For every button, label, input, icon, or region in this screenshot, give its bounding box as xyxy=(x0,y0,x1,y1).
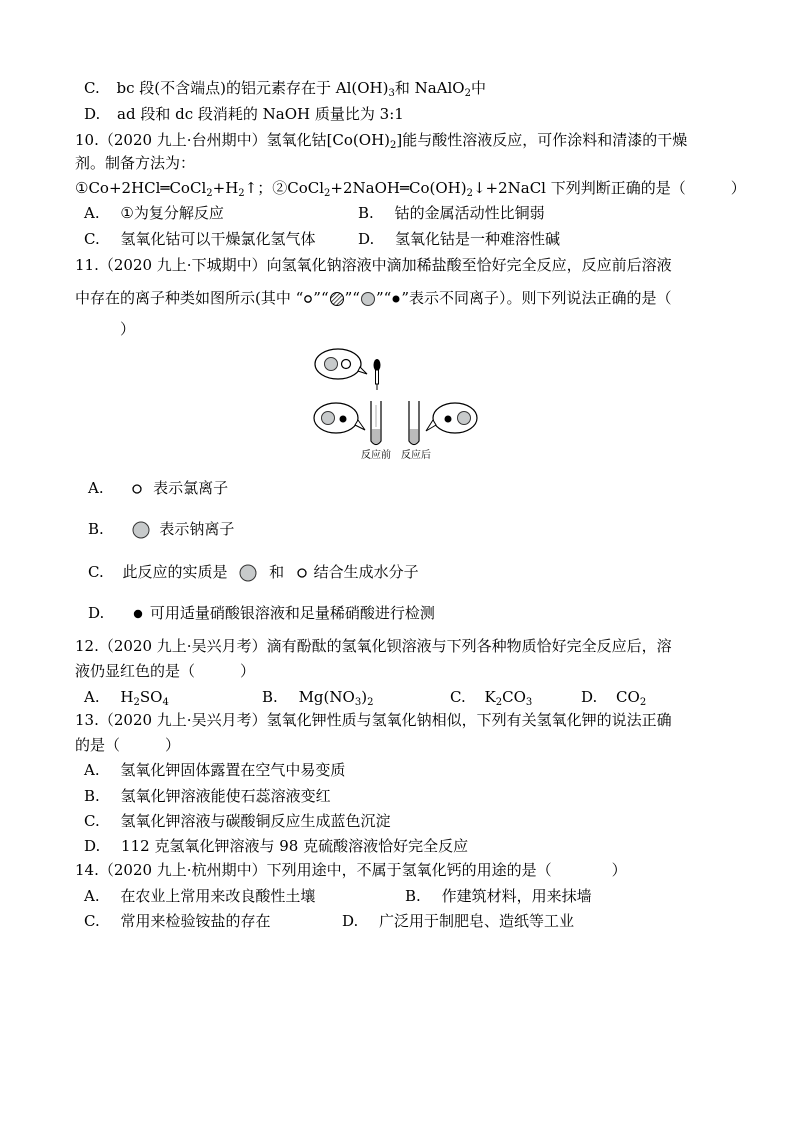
option-text: 广泛用于制肥皂、造纸等工业 xyxy=(379,912,575,930)
option-formula: CO xyxy=(616,688,640,706)
small-open-ion-icon xyxy=(130,482,144,496)
option-text: 可用适量硝酸银溶液和足量稀硝酸进行检测 xyxy=(149,604,435,622)
subscript: 2 xyxy=(367,697,374,708)
q11-option-a xyxy=(88,477,228,499)
q14-stem-line1: 14.（2020 九上·杭州期中）下列用途中，不属于氢氧化钙的用途的是（ ） xyxy=(75,861,627,879)
option-text: bc 段(不含端点)的铝元素存在于 Al(OH) xyxy=(116,79,389,97)
option-formula: K xyxy=(484,688,496,706)
option-text-and: 和 xyxy=(269,563,285,581)
option-letter: D. xyxy=(342,912,359,930)
option-text: 作建筑材料，用来抹墙 xyxy=(441,887,592,905)
subscript: 2 xyxy=(466,188,473,199)
option-letter: C. xyxy=(450,688,466,706)
option-formula-cont: ) xyxy=(361,688,368,706)
option-letter: B. xyxy=(84,787,100,805)
hatched-ion-icon xyxy=(329,291,345,307)
subscript: 2 xyxy=(639,697,647,708)
subscript: 2 xyxy=(206,188,213,199)
gray-ion-icon xyxy=(238,563,258,583)
subscript: 3 xyxy=(525,697,533,708)
q12-stem-line1: 12.（2020 九上·吴兴月考）滴有酚酞的氢氧化钡溶液与下列各种物质恰好完全反应后，溶 xyxy=(75,637,672,655)
subscript: 2 xyxy=(464,88,471,99)
option-letter: C. xyxy=(84,812,100,830)
dropper-bubble xyxy=(315,349,367,379)
equation-part: +H xyxy=(212,179,239,197)
option-letter: D. xyxy=(84,105,101,123)
equation-part: ①Co+2HCl═CoCl xyxy=(75,179,207,197)
option-letter: D. xyxy=(581,688,598,706)
option-letter: D. xyxy=(358,230,375,248)
option-text: 表示氯离子 xyxy=(153,479,229,497)
option-formula-cont: SO xyxy=(139,688,163,706)
dropper-icon xyxy=(374,359,381,390)
option-text: 常用来检验铵盐的存在 xyxy=(120,912,271,930)
option-letter: B. xyxy=(88,520,104,538)
subscript: 2 xyxy=(324,188,331,199)
subscript: 3 xyxy=(354,697,362,708)
option-letter: A. xyxy=(84,887,100,905)
q11-text: 中存在的离子种类如图所示(其中 “ xyxy=(75,289,304,307)
q13-option-c xyxy=(84,810,391,832)
equation-part: ↓+2NaCl 下列判断正确的是（ ） xyxy=(472,179,746,197)
option-letter: A. xyxy=(84,204,100,222)
option-text: 氢氧化钴可以干燥氯化氢气体 xyxy=(120,230,316,248)
option-text: 氢氧化钾溶液与碳酸铜反应生成蓝色沉淀 xyxy=(120,812,391,830)
q10-option-a xyxy=(84,202,224,224)
q11-text: ”“ xyxy=(313,289,329,307)
equation-part: ↑；②CoCl xyxy=(244,179,325,197)
option-letter: A. xyxy=(84,761,100,779)
subscript: 4 xyxy=(162,697,169,708)
subscript: 2 xyxy=(133,697,140,708)
q12-stem-line2: 液仍显红色的是（ ） xyxy=(75,662,256,680)
option-letter: B. xyxy=(262,688,278,706)
option-text: 表示钠离子 xyxy=(159,520,235,538)
option-letter: D. xyxy=(84,837,101,855)
q11-text: ”“ xyxy=(344,289,360,307)
option-letter: C. xyxy=(84,230,100,248)
option-formula-cont: CO xyxy=(502,688,526,706)
q10-text: 10.（2020 九上·台州期中）氢氧化钴[Co(OH) xyxy=(75,131,391,149)
option-text: ad 段和 dc 段消耗的 NaOH 质量比为 3:1 xyxy=(117,105,404,123)
q9-option-d xyxy=(84,103,404,125)
q14-option-d xyxy=(342,910,574,932)
q11-stem-line3: ） xyxy=(75,320,136,338)
gray-ion-icon xyxy=(131,520,151,540)
option-letter: B. xyxy=(358,204,374,222)
option-letter: B. xyxy=(405,887,421,905)
option-letter: D. xyxy=(88,604,105,622)
q14-option-a xyxy=(84,885,315,907)
q13-option-a xyxy=(84,759,345,781)
q10-equation-line xyxy=(75,177,746,205)
option-text: 氢氧化钾溶液能使石蕊溶液变红 xyxy=(120,787,331,805)
q13-stem-line2: 的是（ ） xyxy=(75,736,181,754)
after-bubble xyxy=(426,403,477,433)
small-open-ion-icon xyxy=(303,294,313,304)
option-text-end: 结合生成水分子 xyxy=(313,563,419,581)
option-letter: A. xyxy=(88,479,104,497)
q9-option-c xyxy=(84,77,486,105)
option-letter: C. xyxy=(84,79,100,97)
q14-option-b xyxy=(405,885,592,907)
option-letter: C. xyxy=(84,912,100,930)
q14-option-c xyxy=(84,910,271,932)
option-text: 在农业上常用来改良酸性土壤 xyxy=(120,887,316,905)
label-after: 反应后 xyxy=(401,450,431,461)
q11-stem-line2 xyxy=(75,287,672,309)
q11-option-c xyxy=(88,561,419,583)
subscript: 3 xyxy=(388,88,395,99)
ion-reaction-figure xyxy=(305,345,490,463)
option-text-end: 中 xyxy=(470,79,486,97)
subscript: 2 xyxy=(238,188,245,199)
q11-option-d xyxy=(88,602,435,624)
option-text: 氢氧化钴是一种难溶性碱 xyxy=(395,230,561,248)
small-black-ion-icon xyxy=(391,294,401,304)
option-text-cont: 和 NaAlO xyxy=(394,79,465,97)
before-bubble xyxy=(314,403,365,433)
test-tube-before xyxy=(371,401,381,445)
small-open-ion-icon xyxy=(295,566,309,580)
subscript: 2 xyxy=(495,697,503,708)
subscript: 2 xyxy=(390,140,397,151)
option-text: ①为复分解反应 xyxy=(120,204,224,222)
option-text: 氢氧化钾固体露置在空气中易变质 xyxy=(120,761,346,779)
option-letter: C. xyxy=(88,563,104,581)
q10-text-cont: ]能与酸性溶液反应，可作涂料和清漆的干燥 xyxy=(396,131,688,149)
equation-part: +2NaOH═Co(OH) xyxy=(330,179,467,197)
test-tube-after xyxy=(409,401,419,445)
q13-option-b xyxy=(84,785,331,807)
q10-option-d xyxy=(358,228,560,250)
option-text: 此反应的实质是 xyxy=(122,563,228,581)
label-before: 反应前 xyxy=(361,450,391,461)
q10-option-b xyxy=(358,202,545,224)
option-formula: Mg(NO xyxy=(298,688,355,706)
option-letter: A. xyxy=(84,688,100,706)
gray-ion-icon xyxy=(360,291,376,307)
option-text: 钴的金属活动性比铜弱 xyxy=(394,204,545,222)
q10-option-c xyxy=(84,228,316,250)
small-black-ion-icon xyxy=(131,607,145,621)
q11-text: ”表示不同离子）。则下列说法正确的是（ xyxy=(401,289,672,307)
q10-stem-line2: 剂。制备方法为： xyxy=(75,154,196,172)
q13-option-d xyxy=(84,835,468,857)
option-text: 112 克氢氧化钾溶液与 98 克硫酸溶液恰好完全反应 xyxy=(121,837,469,855)
q13-stem-line1: 13.（2020 九上·吴兴月考）氢氧化钾性质与氢氧化钠相似，下列有关氢氧化钾的说法正确 xyxy=(75,711,672,729)
q11-stem-line1: 11.（2020 九上·下城期中）向氢氧化钠溶液中滴加稀盐酸至恰好完全反应，反应前后溶液 xyxy=(75,256,672,274)
q11-text: ”“ xyxy=(375,289,392,307)
option-formula: H xyxy=(120,688,134,706)
q11-option-b xyxy=(88,518,234,540)
